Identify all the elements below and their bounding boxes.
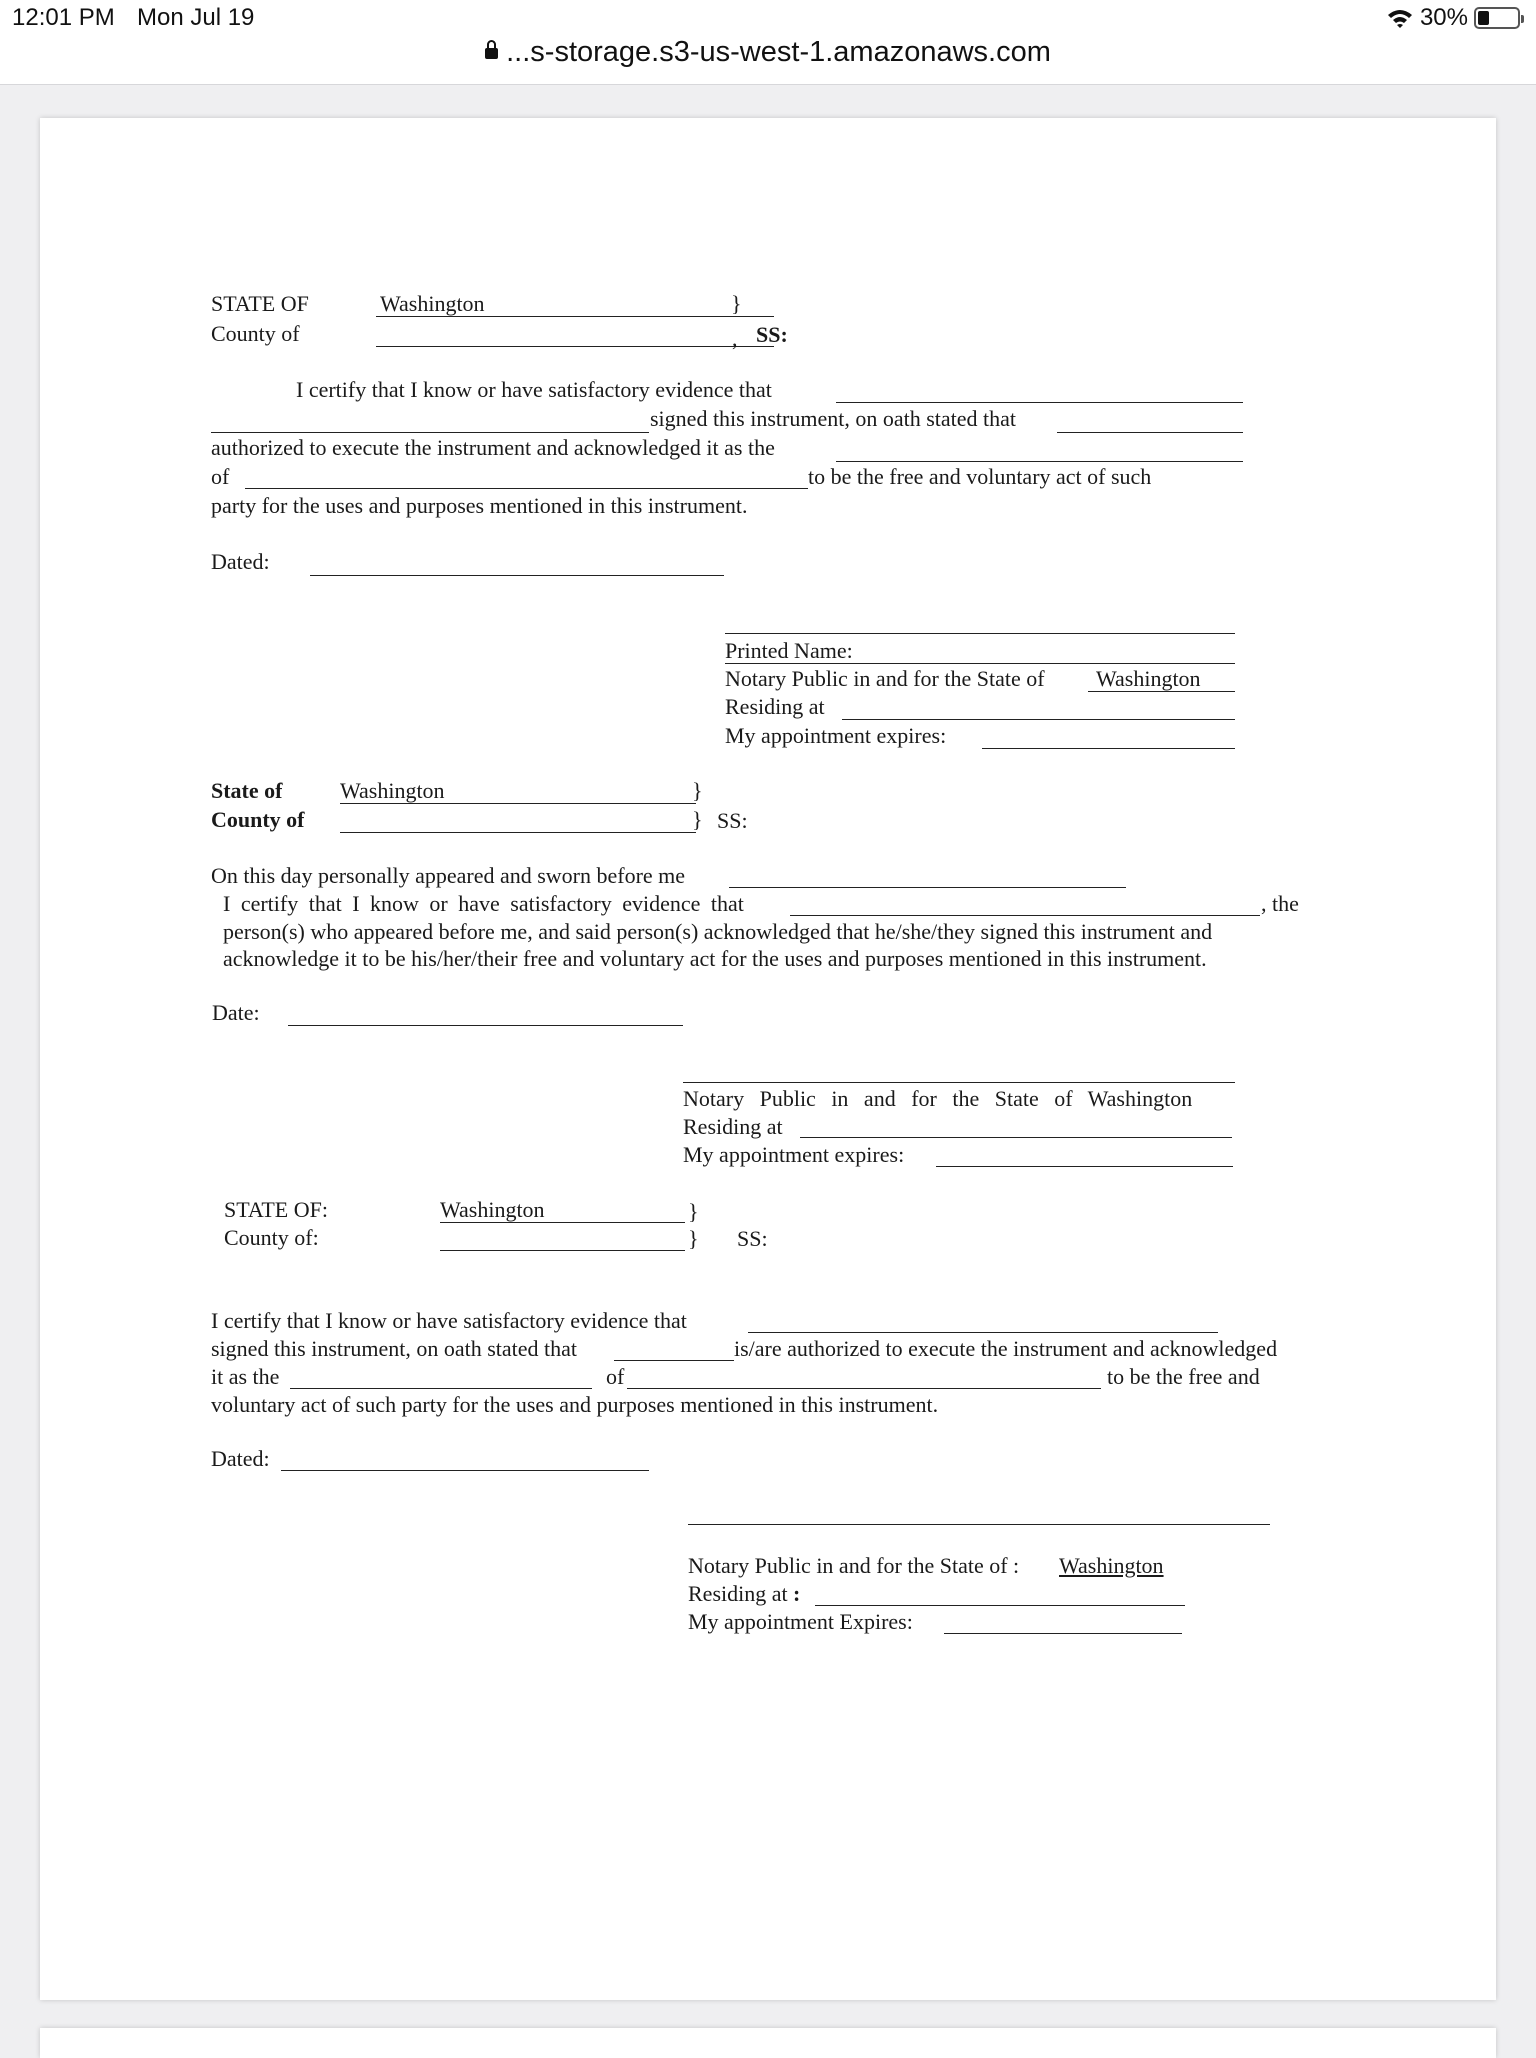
brace: }: [731, 291, 742, 316]
blank-line: [290, 1388, 592, 1389]
ss-label: SS:: [737, 1226, 768, 1251]
authorized-text: authorized to execute the instrument and acknowledged it as the: [211, 435, 775, 460]
of-text: of: [606, 1364, 625, 1389]
next-page: [40, 2028, 1496, 2058]
expires-label: My appointment expires:: [725, 723, 947, 748]
brace: }: [688, 1199, 699, 1224]
state-of-value: Washington: [380, 291, 485, 316]
battery-percent: 30%: [1419, 4, 1468, 31]
state-of-label: STATE OF: [211, 291, 309, 316]
date-line: [288, 1025, 683, 1026]
state-of-value: Washington: [340, 778, 445, 803]
wifi-icon: [1386, 7, 1414, 29]
notary-state: Washington: [1096, 666, 1201, 691]
county-of-line: [440, 1250, 685, 1251]
the-text: , the: [1261, 891, 1299, 916]
blank-line: [748, 1332, 1218, 1333]
date-label: Date:: [212, 1000, 260, 1025]
blank-line: [245, 488, 808, 489]
document-page: [40, 118, 1496, 2000]
notary-state: Washington: [1059, 1553, 1164, 1578]
signature-line: [725, 633, 1235, 634]
notary-label: Notary Public in and for the State of :: [688, 1553, 1020, 1578]
certify-text: I certify that I know or have satisfactory evidence that: [296, 377, 772, 402]
party-text: party for the uses and purposes mentioned in this instrument.: [211, 493, 748, 518]
residing-line: [815, 1605, 1185, 1606]
dated-line: [281, 1470, 649, 1471]
lock-icon: [485, 48, 498, 59]
expires-line: [936, 1166, 1233, 1167]
notary-label: Notary Public in and for the State of Washington: [683, 1086, 1193, 1111]
county-of-label: County of: [211, 807, 305, 832]
printed-name-line: [725, 663, 1235, 664]
state-of-value: Washington: [440, 1197, 545, 1222]
expires-line: [982, 748, 1235, 749]
appeared-text: On this day personally appeared and sworn before me: [211, 863, 686, 888]
acknowledge-text: acknowledge it to be his/her/their free and voluntary act for the uses and purposes mentioned in this instrument.: [223, 946, 1207, 971]
blank-line: [614, 1360, 734, 1361]
signature-line: [688, 1524, 1270, 1525]
blank-line: [790, 915, 1260, 916]
expires-label: My appointment expires:: [683, 1142, 905, 1167]
voluntary-text: voluntary act of such party for the uses and purposes mentioned in this instrument.: [211, 1392, 939, 1417]
ss-label: SS:: [717, 808, 748, 833]
expires-label: My appointment Expires:: [688, 1609, 913, 1634]
blank-line: [836, 402, 1243, 403]
residing-colon: :: [793, 1581, 801, 1606]
brace: }: [688, 1226, 699, 1251]
dated-line: [310, 575, 724, 576]
status-date: Mon Jul 19: [137, 4, 255, 31]
state-of-line: [440, 1222, 685, 1223]
brace: }: [692, 807, 703, 832]
persons-text: person(s) who appeared before me, and said person(s) acknowledged that he/she/they signed this instrument and: [223, 919, 1213, 944]
status-right: [1386, 4, 1520, 32]
county-of-label: County of: [211, 321, 300, 346]
authorized-text: is/are authorized to execute the instrument and acknowledged: [734, 1336, 1278, 1361]
signature-line: [683, 1082, 1235, 1083]
battery-fill: [1478, 11, 1489, 25]
blank-line: [729, 887, 1126, 888]
dated-label: Dated:: [211, 549, 270, 574]
state-of-line: [376, 316, 774, 317]
notary-state-line: [1088, 691, 1235, 692]
address-bar[interactable]: [0, 36, 1536, 69]
status-time: 12:01 PM: [12, 4, 115, 31]
county-of-line: [376, 346, 774, 347]
notary-label: Notary Public in and for the State of: [725, 666, 1045, 691]
blank-line: [1057, 432, 1243, 433]
blank-line: [627, 1388, 1101, 1389]
brace: }: [692, 778, 703, 803]
state-of-label: State of: [211, 778, 283, 803]
status-bar: [0, 0, 1536, 85]
state-of-label: STATE OF:: [224, 1197, 328, 1222]
expires-line: [944, 1633, 1182, 1634]
residing-label: Residing at: [688, 1581, 788, 1606]
residing-line: [842, 719, 1235, 720]
printed-name-label: Printed Name:: [725, 638, 853, 663]
county-of-line: [340, 832, 696, 833]
certify-text: I certify that I know or have satisfactory evidence that: [223, 891, 744, 916]
signed-text: signed this instrument, on oath stated that: [650, 406, 1017, 431]
free-and-text: to be the free and: [1107, 1364, 1260, 1389]
county-of-label: County of:: [224, 1225, 319, 1250]
blank-line: [211, 432, 649, 433]
blank-line: [836, 461, 1243, 462]
of-text: of: [211, 464, 230, 489]
residing-label: Residing at: [683, 1114, 783, 1139]
free-act-text: to be the free and voluntary act of such: [808, 464, 1152, 489]
signed-text: signed this instrument, on oath stated that: [211, 1336, 578, 1361]
residing-line: [800, 1137, 1232, 1138]
state-of-line: [340, 803, 696, 804]
residing-label: Residing at: [725, 694, 825, 719]
as-the-text: it as the: [211, 1364, 280, 1389]
brace: ,: [732, 326, 738, 351]
dated-label: Dated:: [211, 1446, 270, 1471]
url-text: ...s-storage.s3-us-west-1.amazonaws.com: [506, 36, 1051, 68]
ss-label: SS:: [756, 322, 788, 347]
certify-text: I certify that I know or have satisfactory evidence that: [211, 1308, 687, 1333]
battery-nub: [1521, 15, 1524, 23]
battery-icon: [1474, 7, 1520, 29]
